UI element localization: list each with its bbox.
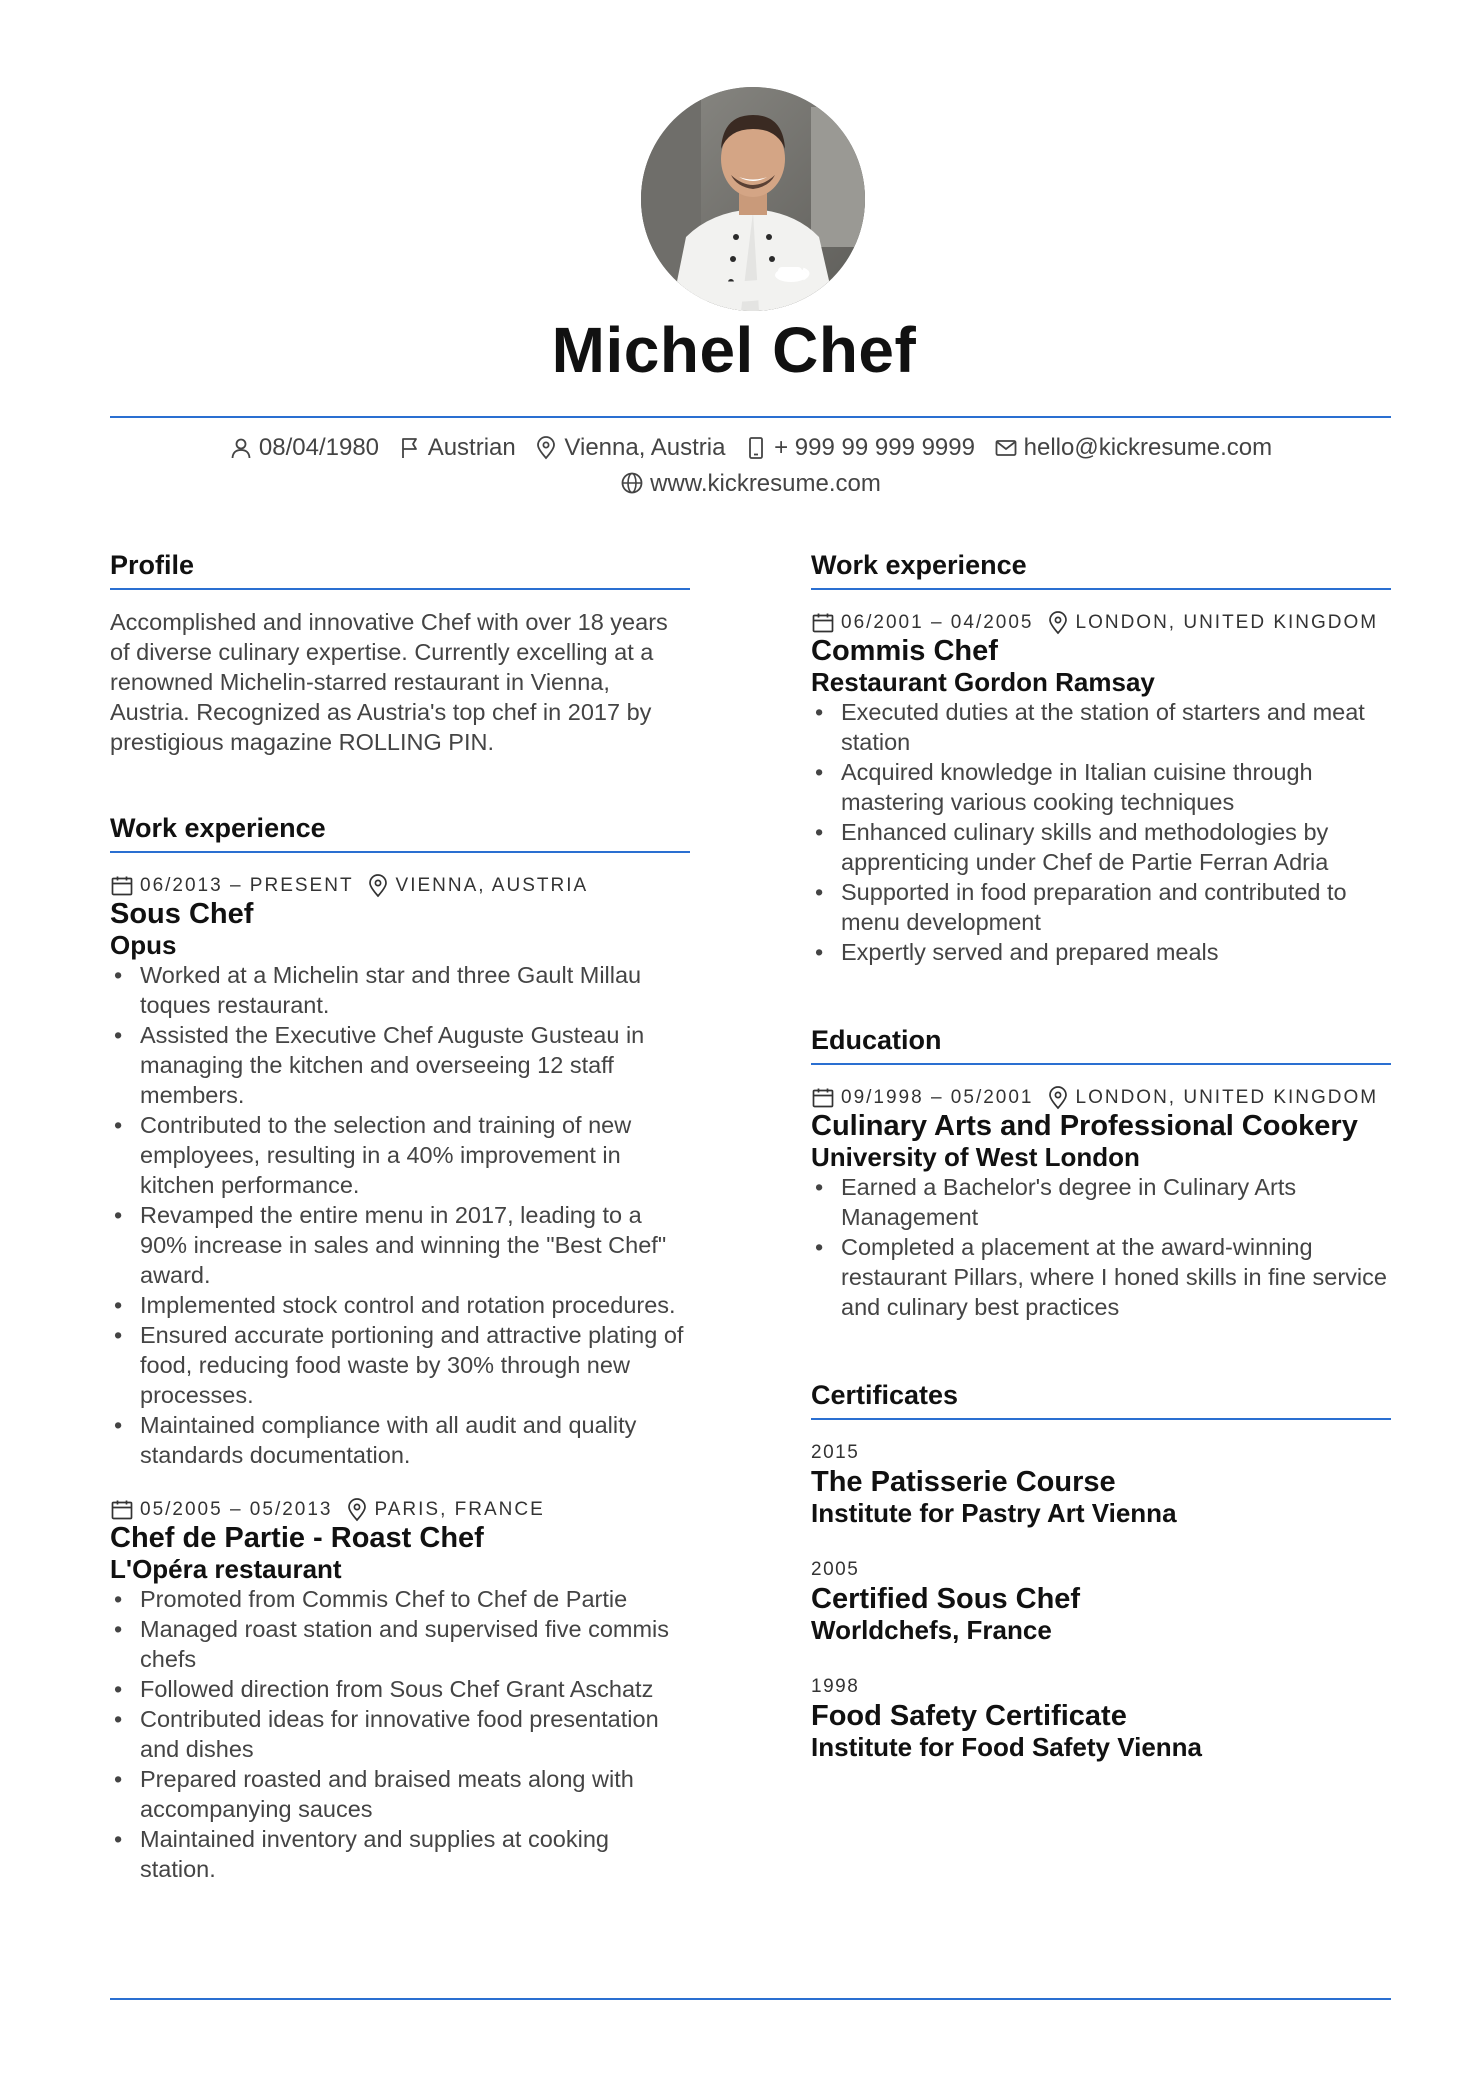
- list-item: • Executed duties at the station of starters and meat station: [811, 697, 1391, 757]
- education-meta: [811, 1085, 1391, 1111]
- calendar-icon: [110, 874, 134, 898]
- chef-portrait-image: [641, 87, 865, 311]
- flag-icon: [398, 436, 422, 460]
- certificate-entry: [811, 1674, 1391, 1762]
- location-pin-icon: [366, 874, 390, 898]
- job-location: LONDON, UNITED KINGDOM: [1075, 612, 1379, 633]
- section-title-certificates: Certificates: [811, 1378, 1391, 1420]
- education-dates: 09/1998 – 05/2001: [841, 1087, 1034, 1108]
- job-title: Commis Chef: [811, 635, 998, 667]
- job-bullets: [811, 697, 1391, 967]
- certificate-entry: [811, 1557, 1391, 1645]
- certificate-issuer: Institute for Food Safety Vienna: [811, 1732, 1203, 1762]
- mail-icon: [994, 436, 1018, 460]
- job-meta: [110, 873, 690, 899]
- job-entry: [110, 873, 690, 1470]
- section-title-education: Education: [811, 1023, 1391, 1065]
- contact-info: [110, 432, 1391, 503]
- contact-phone: + 999 99 999 9999: [744, 432, 975, 463]
- education-entry: [811, 1085, 1391, 1322]
- location-pin-icon: [1046, 611, 1070, 635]
- calendar-icon: [110, 1498, 134, 1522]
- list-item: • Supported in food preparation and contributed to menu development: [811, 877, 1391, 937]
- job-location: VIENNA, AUSTRIA: [395, 875, 589, 896]
- job-meta: [110, 1497, 690, 1523]
- left-column: [110, 548, 690, 1884]
- job-dates: 06/2001 – 04/2005: [841, 612, 1034, 633]
- list-item: • Implemented stock control and rotation procedures.: [110, 1290, 690, 1320]
- location-pin-icon: [534, 436, 558, 460]
- candidate-name: Michel Chef: [551, 314, 917, 386]
- certificate-entry: [811, 1440, 1391, 1528]
- job-employer: Opus: [110, 930, 177, 960]
- globe-icon: [620, 471, 644, 495]
- profile-photo: [641, 87, 865, 311]
- list-item: • Contributed to the selection and training of new employees, resulting in a 40% improvement in kitchen performance.: [110, 1110, 690, 1200]
- location-pin-icon: [345, 1498, 369, 1522]
- phone-icon: [744, 436, 768, 460]
- list-item: • Enhanced culinary skills and methodologies by apprenticing under Chef de Partie Ferran Adria: [811, 817, 1391, 877]
- list-item: • Revamped the entire menu in 2017, leading to a 90% increase in sales and winning the "Best Chef" award.: [110, 1200, 690, 1290]
- job-entry: [811, 610, 1391, 967]
- list-item: • Contributed ideas for innovative food presentation and dishes: [110, 1704, 690, 1764]
- contact-website[interactable]: www.kickresume.com: [620, 468, 881, 499]
- certificate-year: 2015: [811, 1442, 860, 1463]
- certificate-issuer: Worldchefs, France: [811, 1615, 1052, 1645]
- job-dates: 05/2005 – 05/2013: [140, 1499, 333, 1520]
- contact-email[interactable]: hello@kickresume.com: [994, 432, 1272, 463]
- education-school: University of West London: [811, 1142, 1140, 1172]
- certificates-section: [811, 1378, 1391, 1762]
- job-location: PARIS, FRANCE: [374, 1499, 545, 1520]
- list-item: • Managed roast station and supervised five commis chefs: [110, 1614, 690, 1674]
- job-title: Sous Chef: [110, 898, 254, 930]
- list-item: • Expertly served and prepared meals: [811, 937, 1391, 967]
- certificate-year: 2005: [811, 1559, 860, 1580]
- section-title-work-experience: Work experience: [110, 811, 690, 853]
- job-bullets: [110, 1584, 690, 1884]
- list-item: • Completed a placement at the award-winning restaurant Pillars, where I honed skills in fine service and culinary best practices: [811, 1232, 1391, 1322]
- list-item: • Ensured accurate portioning and attractive plating of food, reducing food waste by 30% through new processes.: [110, 1320, 690, 1410]
- person-icon: [229, 436, 253, 460]
- section-title-work-experience: Work experience: [811, 548, 1391, 590]
- certificate-year: 1998: [811, 1676, 860, 1697]
- job-title: Chef de Partie - Roast Chef: [110, 1522, 484, 1554]
- footer-divider: [110, 1998, 1391, 2000]
- contact-location: Vienna, Austria: [534, 432, 725, 463]
- certificate-name: Food Safety Certificate: [811, 1700, 1127, 1732]
- certificate-issuer: Institute for Pastry Art Vienna: [811, 1498, 1177, 1528]
- certificate-name: The Patisserie Course: [811, 1466, 1116, 1498]
- education-section: [811, 1023, 1391, 1322]
- certificate-name: Certified Sous Chef: [811, 1583, 1081, 1615]
- list-item: • Maintained compliance with all audit and quality standards documentation.: [110, 1410, 690, 1470]
- education-bullets: [811, 1172, 1391, 1322]
- right-column: [811, 548, 1391, 1762]
- job-meta: [811, 610, 1391, 636]
- work-experience-section-right: [811, 548, 1391, 967]
- profile-summary: Accomplished and innovative Chef with over 18 years of diverse culinary expertise. Currently excelling at a renowned Michelin-starred restaurant in Vienna, Austria. Recognized as Austria's top chef in 2017 by prestigious magazine ROLLING PIN.: [110, 609, 668, 755]
- list-item: • Acquired knowledge in Italian cuisine through mastering various cooking techniques: [811, 757, 1391, 817]
- job-employer: Restaurant Gordon Ramsay: [811, 667, 1155, 697]
- contact-birthdate: 08/04/1980: [229, 432, 379, 463]
- list-item: • Assisted the Executive Chef Auguste Gusteau in managing the kitchen and overseeing 12 staff members.: [110, 1020, 690, 1110]
- profile-section: [110, 548, 690, 757]
- list-item: • Promoted from Commis Chef to Chef de Partie: [110, 1584, 690, 1614]
- list-item: • Prepared roasted and braised meats along with accompanying sauces: [110, 1764, 690, 1824]
- location-pin-icon: [1046, 1086, 1070, 1110]
- header-divider-top: [110, 416, 1391, 418]
- job-bullets: [110, 960, 690, 1470]
- calendar-icon: [811, 1086, 835, 1110]
- list-item: • Maintained inventory and supplies at cooking station.: [110, 1824, 690, 1884]
- list-item: • Earned a Bachelor's degree in Culinary Arts Management: [811, 1172, 1391, 1232]
- calendar-icon: [811, 611, 835, 635]
- section-title-profile: Profile: [110, 548, 690, 590]
- list-item: • Worked at a Michelin star and three Gault Millau toques restaurant.: [110, 960, 690, 1020]
- work-experience-section-left: [110, 811, 690, 1884]
- job-employer: L'Opéra restaurant: [110, 1554, 342, 1584]
- list-item: • Followed direction from Sous Chef Grant Aschatz: [110, 1674, 690, 1704]
- job-entry: [110, 1497, 690, 1884]
- education-location: LONDON, UNITED KINGDOM: [1075, 1087, 1379, 1108]
- contact-nationality: Austrian: [398, 432, 516, 463]
- education-degree: Culinary Arts and Professional Cookery: [811, 1110, 1358, 1142]
- job-dates: 06/2013 – PRESENT: [140, 875, 354, 896]
